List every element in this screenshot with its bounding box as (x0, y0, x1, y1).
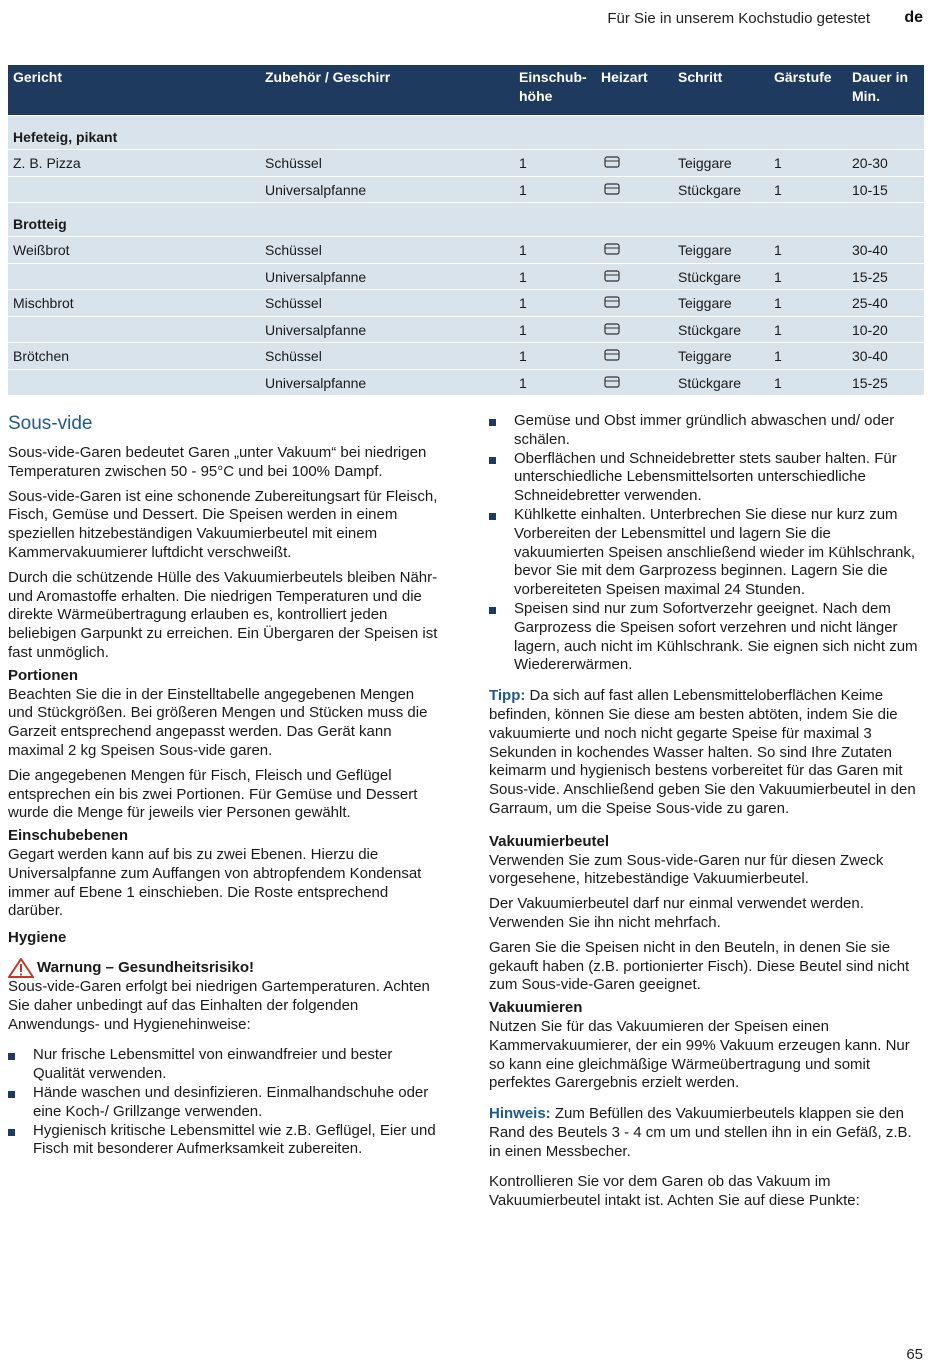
cell-level: 1 (519, 155, 527, 171)
cell-step: Stückgare (678, 181, 742, 198)
col-header-heating: Heizart (601, 69, 648, 85)
paragraph: Durch die schützende Hülle des Vakuumierbeutels bleiben Nähr- und Aromastoffe erhalten. Die niedrigen Temperaturen und die direkte Wärmeübertragung erlauben es, kontrolliert jeden beliebigen Garpunkt zu erreichen. Ein Übergaren der Speisen ist fast unmöglich. (8, 568, 438, 661)
cell-time: 10-15 (852, 181, 888, 198)
cell-acc: Schüssel (265, 295, 322, 311)
hinweis-text: Zum Befüllen des Vakuumierbeutels klappen sie den Rand des Beutels 3 - 4 cm um und stellen ihn in ein Gefäß, z.B. in einen Messbecher. (489, 1105, 912, 1160)
table-header (8, 65, 924, 115)
list-item-text: Speisen sind nur zum Sofortverzehr geeignet. Nach dem Garprozess die Speisen sofort verzehren und nicht länger lagern, auch nicht im Kühlschrank. Sie eignen sich nicht zum Wiedererwärmen. (514, 599, 918, 674)
cell-time: 15-25 (852, 374, 888, 391)
list-item-text: Hände waschen und desinfizieren. Einmalhandschuhe oder eine Koch-/ Grillzange verwenden. (33, 1083, 429, 1120)
cell-level: 1 (519, 374, 527, 391)
left-column (8, 412, 438, 1165)
cell-acc: Schüssel (265, 155, 322, 171)
hinweis-paragraph (489, 1105, 925, 1161)
cell-stage: 1 (774, 268, 782, 285)
cell-step: Stückgare (678, 268, 742, 285)
cell-level: 1 (519, 295, 527, 311)
list-item (8, 1122, 438, 1160)
col-header-step: Schritt (678, 69, 723, 85)
proofing-heat-icon (604, 374, 620, 392)
table-row (8, 149, 924, 176)
hygiene-list-continued (489, 412, 925, 675)
table-row (8, 236, 924, 263)
warning-title-text: Warnung – Gesundheitsrisiko! (37, 958, 254, 976)
list-item (8, 1084, 438, 1122)
cell-acc: Universalpfanne (265, 268, 367, 285)
subheading-vakuumierbeutel: Vakuumierbeutel (489, 832, 610, 850)
paragraph: Sous-vide-Garen bedeutet Garen „unter Vakuum“ bei niedrigen Temperaturen zwischen 50 - 95°C und bei 100% Dampf. (8, 444, 427, 480)
cell-acc: Universalpfanne (265, 321, 367, 338)
cell-stage: 1 (774, 295, 782, 311)
list-item (489, 506, 925, 600)
page-number: 65 (906, 1346, 923, 1363)
cell-time: 30-40 (852, 348, 888, 364)
paragraph: Der Vakuumierbeutel darf nur einmal verwendet werden. Verwenden Sie ihn nicht mehrfach. (489, 895, 864, 931)
cell-acc: Universalpfanne (265, 374, 367, 391)
cell-acc: Universalpfanne (265, 181, 367, 198)
col-header-level: Einschub- höhe (519, 69, 587, 104)
cell-level: 1 (519, 348, 527, 364)
list-item (489, 412, 925, 450)
cell-time: 30-40 (852, 242, 888, 258)
paragraph: Nutzen Sie für das Vakuumieren der Speisen einen Kammervakuumierer, der ein 99% Vakuum erzeugen kann. Nur so kann eine gleichmäßige Wärmeübertragung und somit perfektes Garergebnis erzielt werden. (489, 1017, 910, 1092)
table-row (8, 316, 924, 343)
paragraph: Sous-vide-Garen ist eine schonende Zubereitungsart für Fleisch, Fisch, Gemüse und Dessert. Die Speisen werden in einem speziellen hitzebeständigen Vakuumierbeutel mit einem Kammervakuumierer luftdicht verschweißt. (8, 487, 438, 561)
cell-stage: 1 (774, 242, 782, 258)
table-row (8, 263, 924, 290)
cell-step: Stückgare (678, 321, 742, 338)
proofing-heat-icon (604, 294, 620, 312)
paragraph: Beachten Sie die in der Einstelltabelle angegebenen Mengen und Stückgrößen. Bei größeren Mengen und Stücken muss die Garzeit entsprechend angepasst werden. Das Gerät kann maximal 2 kg Speisen Sous-vide garen. (8, 685, 428, 759)
bullet-icon (8, 1091, 15, 1098)
cell-step: Teiggare (678, 295, 732, 311)
cell-acc: Schüssel (265, 348, 322, 364)
list-item-text: Kühlkette einhalten. Unterbrechen Sie diese nur kurz zum Vorbereiten der Lebensmittel und lagern Sie die vakuumierten Speisen anschließend wieder im Kühlschrank, bevor Sie mit dem Garprozess beginnen. Lagern Sie die vorbereiteten Speisen maximal 24 Stunden. (514, 505, 916, 599)
cell-dish: Z. B. Pizza (13, 155, 81, 171)
col-header-stage: Gärstufe (774, 69, 832, 85)
paragraph: Gegart werden kann auf bis zu zwei Ebenen. Hierzu die Universalpfanne zum Auffangen von abtropfendem Kondensat immer auf Ebene 1 einschieben. Die Roste entsprechend darüber. (8, 845, 422, 920)
subheading-portionen: Portionen (8, 666, 78, 684)
list-item-text: Gemüse und Obst immer gründlich abwaschen und/ oder schälen. (514, 412, 895, 448)
cell-time: 10-20 (852, 321, 888, 338)
table-row (8, 176, 924, 203)
cell-time: 15-25 (852, 268, 888, 285)
proofing-heat-icon (604, 321, 620, 339)
proofing-table (8, 65, 924, 395)
language-label: de (904, 9, 923, 26)
col-header-duration: Dauer in Min. (852, 69, 909, 104)
table-body (8, 115, 924, 395)
cell-time: 25-40 (852, 295, 888, 311)
hygiene-list (8, 1046, 438, 1159)
table-row (8, 369, 924, 396)
list-item-text: Nur frische Lebensmittel von einwandfreier und bester Qualität verwenden. (33, 1046, 393, 1083)
bullet-icon (8, 1129, 15, 1136)
cell-level: 1 (519, 268, 527, 285)
cell-stage: 1 (774, 321, 782, 338)
tip-paragraph (489, 687, 925, 819)
cell-step: Teiggare (678, 242, 732, 258)
cell-level: 1 (519, 181, 527, 198)
paragraph: Sous-vide-Garen erfolgt bei niedrigen Gartemperaturen. Achten Sie daher unbedingt auf das Einhalten der folgenden Anwendungs- und Hygienehinweise: (8, 977, 430, 1033)
table-group-row (8, 202, 924, 236)
table-row (8, 342, 924, 369)
paragraph: Verwenden Sie zum Sous-vide-Garen nur für diesen Zweck vorgesehene, hitzebeständige Vakuumierbeutel. (489, 851, 884, 888)
col-header-dish: Gericht (13, 69, 63, 85)
cell-stage: 1 (774, 348, 782, 364)
cell-dish: Brötchen (13, 348, 70, 364)
header-title: Für Sie in unserem Kochstudio getestet (607, 10, 870, 27)
proofing-heat-icon (604, 154, 620, 172)
table-row (8, 289, 924, 316)
cell-step: Teiggare (678, 348, 732, 364)
cell-time: 20-30 (852, 155, 888, 171)
cell-acc: Schüssel (265, 242, 322, 258)
cell-stage: 1 (774, 155, 782, 171)
paragraph: Garen Sie die Speisen nicht in den Beuteln, in denen Sie sie gekauft haben (z.B. portionierter Fisch). Diese Beutel sind nicht zum Sous-vide-Garen geeignet. (489, 938, 910, 994)
bullet-icon (489, 607, 496, 614)
list-item (489, 600, 925, 675)
subheading-hygiene: Hygiene (8, 929, 67, 947)
group-label: Brotteig (13, 216, 67, 232)
list-item (8, 1046, 438, 1084)
subheading-einschubebenen: Einschubebenen (8, 827, 129, 845)
cell-level: 1 (519, 242, 527, 258)
list-item (489, 450, 925, 506)
list-item-text: Hygienisch kritische Lebensmittel wie z.B. Geflügel, Eier und Fisch mit besonderer Aufmerksamkeit zubereiten. (33, 1121, 436, 1158)
proofing-heat-icon (604, 181, 620, 199)
right-column (489, 412, 925, 1217)
section-heading: Sous-vide (8, 413, 93, 434)
cell-stage: 1 (774, 181, 782, 198)
proofing-heat-icon (604, 268, 620, 286)
tip-text: Da sich auf fast allen Lebensmitteloberflächen Keime befinden, können Sie diese am besten abtöten, indem Sie die vakuumierte und noch nicht gegarte Speise für maximal 3 Sekunden in kochendes Wasser halten. So sind Ihre Zutaten keimarm und hygienisch bestens vorbereitet für das Garen mit Sous-vide. Anschließend geben Sie den Vakuumierbeutel in den Garraum, um die Speise Sous-vide zu garen. (489, 687, 916, 817)
table-group-row (8, 115, 924, 149)
paragraph: Die angegebenen Mengen für Fisch, Fleisch und Geflügel entsprechen ein bis zwei Portionen. Für Gemüse und Dessert wurde die Menge für jeweils vier Personen gewählt. (8, 766, 418, 822)
hinweis-label: Hinweis: (489, 1105, 551, 1123)
cell-step: Stückgare (678, 374, 742, 391)
group-label: Hefeteig, pikant (13, 129, 118, 145)
page-header (0, 8, 950, 30)
proofing-heat-icon (604, 347, 620, 365)
cell-level: 1 (519, 321, 527, 338)
bullet-icon (489, 513, 496, 520)
bullet-icon (489, 419, 496, 426)
cell-step: Teiggare (678, 155, 732, 171)
subheading-vakuumieren: Vakuumieren (489, 999, 583, 1017)
cell-stage: 1 (774, 374, 782, 391)
col-header-accessory: Zubehör / Geschirr (265, 69, 391, 85)
cell-dish: Weißbrot (13, 242, 70, 258)
bullet-icon (489, 457, 496, 464)
cell-dish: Mischbrot (13, 295, 74, 311)
warning-icon (8, 958, 34, 978)
tip-label: Tipp: (489, 687, 526, 705)
paragraph: Kontrollieren Sie vor dem Garen ob das Vakuum im Vakuumierbeutel intakt ist. Achten Sie auf diese Punkte: (489, 1173, 860, 1210)
proofing-heat-icon (604, 241, 620, 259)
bullet-icon (8, 1053, 15, 1060)
warning-title (8, 958, 438, 978)
list-item-text: Oberflächen und Schneidebretter stets sauber halten. Für unterschiedliche Lebensmittelsorten unterschiedliche Schneidebretter verwenden. (514, 449, 897, 505)
